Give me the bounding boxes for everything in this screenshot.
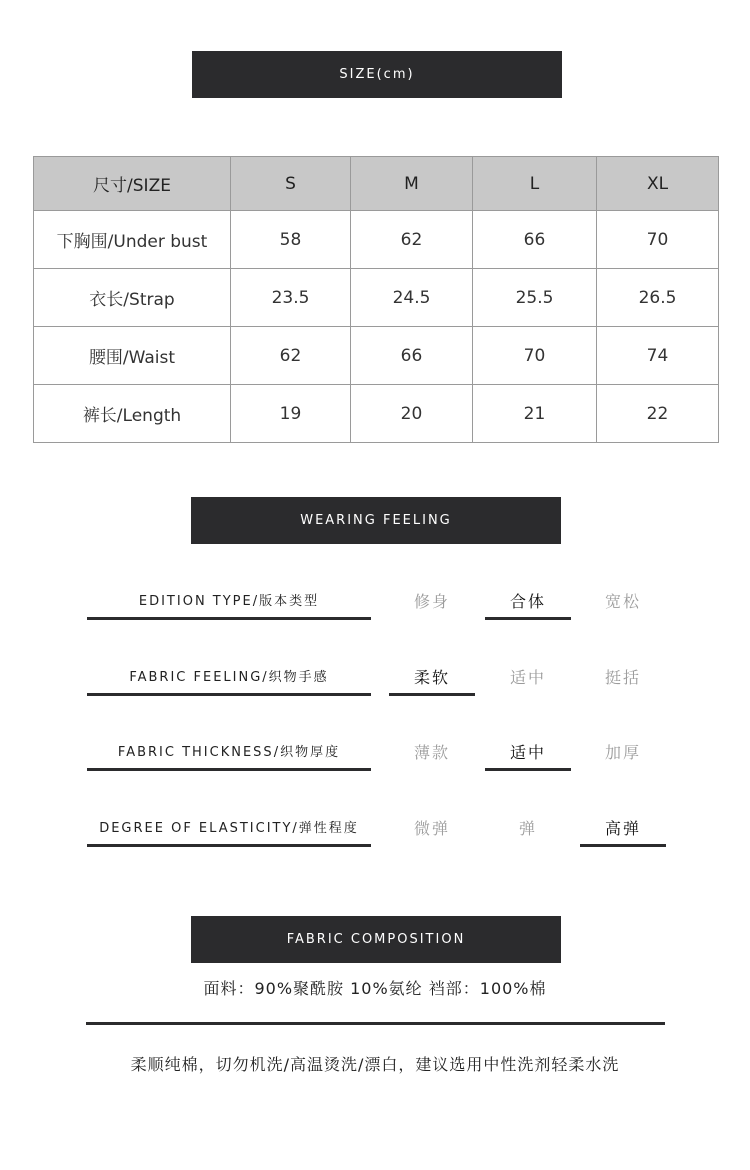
row-label: 裤长/Length	[34, 385, 231, 443]
size-table	[33, 156, 719, 443]
header-cell-m: M	[351, 157, 473, 211]
option-soft: 柔软	[389, 663, 475, 696]
table-row	[34, 269, 719, 327]
row-label: 腰围/Waist	[34, 327, 231, 385]
header-cell-s: S	[231, 157, 351, 211]
table-cell: 23.5	[231, 269, 351, 327]
table-cell: 70	[473, 327, 597, 385]
option-thick: 加厚	[604, 743, 641, 762]
feel-label-fabric-thickness: FABRIC THICKNESS/织物厚度	[87, 738, 371, 771]
table-cell: 26.5	[597, 269, 719, 327]
option-loose: 宽松	[604, 592, 641, 611]
table-cell: 66	[351, 327, 473, 385]
option-moderate-thickness: 适中	[485, 738, 571, 771]
table-cell: 62	[351, 211, 473, 269]
row-label: 下胸围/Under bust	[34, 211, 231, 269]
wearing-section-title: WEARING FEELING	[191, 497, 561, 544]
header-cell-l: L	[473, 157, 597, 211]
table-cell: 22	[597, 385, 719, 443]
table-row	[34, 211, 719, 269]
option-stretch: 弹	[518, 819, 537, 838]
option-slight-stretch: 微弹	[413, 819, 450, 838]
care-instructions-text: 柔顺纯棉，切勿机洗/高温烫洗/漂白，建议选用中性洗剂轻柔水洗	[130, 1055, 620, 1074]
table-cell: 70	[597, 211, 719, 269]
size-section-title: SIZE(cm)	[192, 51, 562, 98]
table-cell: 19	[231, 385, 351, 443]
option-high-stretch: 高弹	[580, 814, 666, 847]
fabric-section-title: FABRIC COMPOSITION	[191, 916, 561, 963]
table-row	[34, 385, 719, 443]
table-cell: 62	[231, 327, 351, 385]
table-cell: 21	[473, 385, 597, 443]
feel-label-fabric-feeling: FABRIC FEELING/织物手感	[87, 663, 371, 696]
table-cell: 20	[351, 385, 473, 443]
option-thin: 薄款	[413, 743, 450, 762]
option-slim: 修身	[413, 592, 450, 611]
row-label: 衣长/Strap	[34, 269, 231, 327]
table-cell: 24.5	[351, 269, 473, 327]
divider	[86, 1022, 665, 1025]
option-fitted: 合体	[485, 587, 571, 620]
feel-label-edition-type: EDITION TYPE/版本类型	[87, 587, 371, 620]
table-row	[34, 327, 719, 385]
feel-label-elasticity: DEGREE OF ELASTICITY/弹性程度	[87, 814, 371, 847]
fabric-composition-text: 面料：90%聚酰胺 10%氨纶 裆部：100%棉	[203, 979, 547, 998]
option-crisp: 挺括	[604, 668, 641, 687]
table-cell: 74	[597, 327, 719, 385]
option-moderate-feel: 适中	[509, 668, 546, 687]
header-cell-xl: XL	[597, 157, 719, 211]
header-cell-size: 尺寸/SIZE	[34, 157, 231, 211]
table-cell: 66	[473, 211, 597, 269]
table-cell: 25.5	[473, 269, 597, 327]
size-table-header-row	[34, 157, 719, 211]
table-cell: 58	[231, 211, 351, 269]
